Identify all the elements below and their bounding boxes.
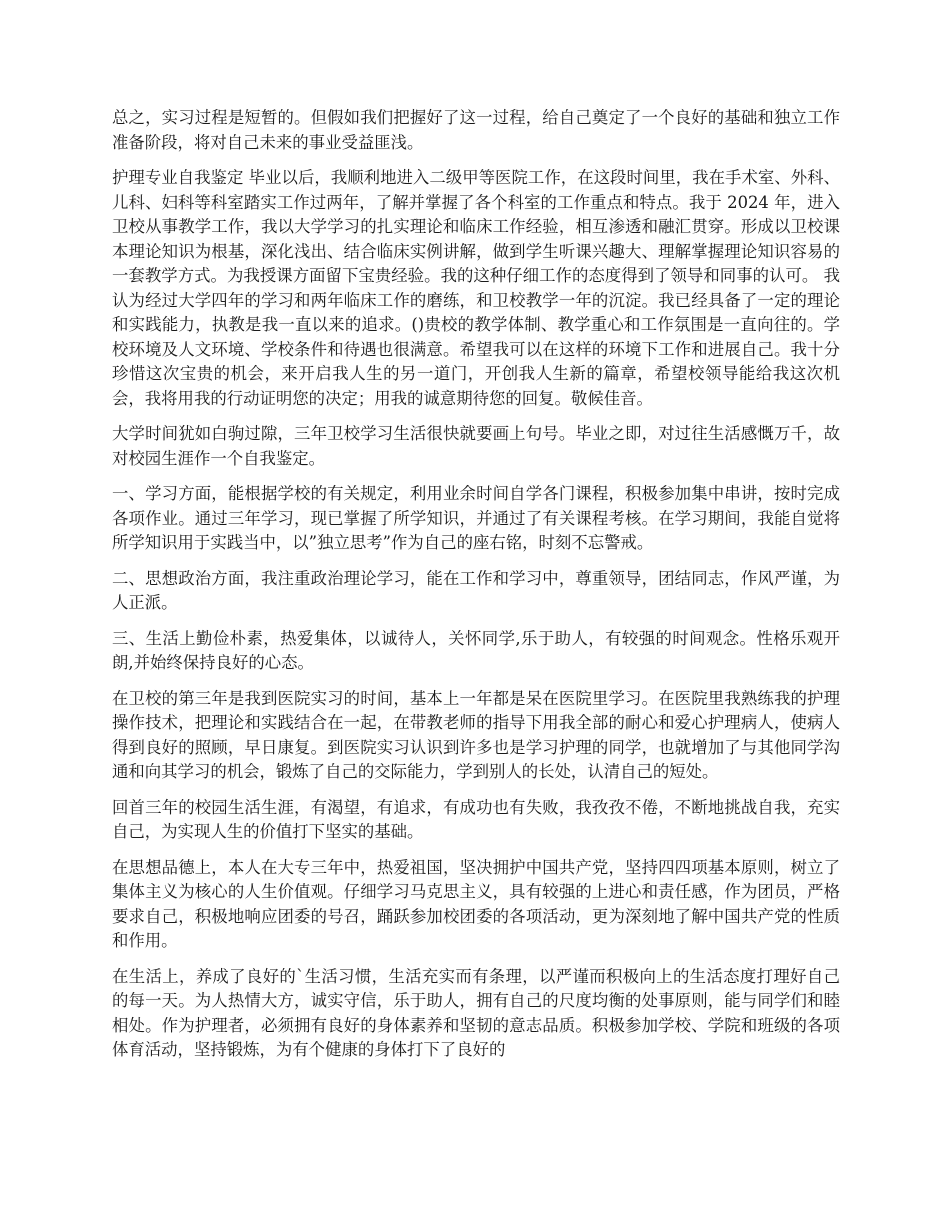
paragraph-hospital-internship: 在卫校的第三年是我到医院实习的时间，基本上一年都是呆在医院里学习。在医院里我熟练我的护理操作技术，把理论和实践结合在一起，在带教老师的指导下用我全部的耐心和爱心护理病人，使病人得到良好的照顾，早日康复。到医院实习认识到许多也是学习护理的同学，也就增加了与其他同学沟通和向其学习的机会，锻炼了自己的交际能力，学到别人的长处，认清自己的短处。: [112, 688, 840, 781]
paragraph-internship-summary: 总之，实习过程是短暂的。但假如我们把握好了这一过程，给自己奠定了一个良好的基础和独立工作准备阶段，将对自己未来的事业受益匪浅。: [112, 108, 840, 152]
paragraph-life: 三、生活上勤俭朴素，热爱集体，以诚待人，关怀同学,乐于助人，有较强的时间观念。性格乐观开朗,并始终保持良好的心态。: [112, 628, 840, 672]
paragraph-retrospect: 回首三年的校园生活生涯，有渴望，有追求，有成功也有失败，我孜孜不倦，不断地挑战自我，充实自己，为实现人生的价值打下坚实的基础。: [112, 797, 840, 841]
paragraph-study: 一、学习方面，能根据学校的有关规定，利用业余时间自学各门课程，积极参加集中串讲，按时完成各项作业。通过三年学习，现已掌握了所学知识，并通过了有关课程考核。在学习期间，我能自觉将所学知识用于实践当中，以”独立思考”作为自己的座右铭，时刻不忘警戒。: [112, 484, 840, 552]
paragraph-ideology: 在思想品德上，本人在大专三年中，热爱祖国，坚决拥护中国共产党，坚持四四项基本原则，树立了集体主义为核心的人生价值观。仔细学习马克思主义，具有较强的上进心和责任感，作为团员，严格要求自己，积极地响应团委的号召，踊跃参加校团委的各项活动，更为深刻地了解中国共产党的性质和作用。: [112, 857, 840, 950]
paragraph-politics: 二、思想政治方面，我注重政治理论学习，能在工作和学习中，尊重领导，团结同志，作风严谨，为人正派。: [112, 568, 840, 612]
paragraph-nursing-self-assessment: 护理专业自我鉴定 毕业以后，我顺利地进入二级甲等医院工作，在这段时间里，我在手术室、外科、儿科、妇科等科室踏实工作过两年，了解并掌握了各个科室的工作重点和特点。我于 2024 年，进入卫校从事教学工作，我以大学学习的扎实理论和临床工作经验，相互渗透和融汇贯穿。形成以卫校课本理论知识为根基，深化浅出、结合临床实例讲解，做到学生听课兴趣大、理解掌握理论知识容易的一套教学方式。为我授课方面留下宝贵经验。我的这种仔细工作的态度得到了领导和同事的认可。 我认为经过大学四年的学习和两年临床工作的磨练，和卫校教学一年的沉淀。我已经具备了一定的理论和实践能力，执教是我一直以来的追求。()贵校的教学体制、教学重心和工作氛围是一直向往的。学校环境及人文环境、学校条件和待遇也很满意。希望我可以在这样的环境下工作和进展自己。我十分珍惜这次宝贵的机会，来开启我人生的另一道门，开创我人生新的篇章，希望校领导能给我这次机会，我将用我的行动证明您的决定；用我的诚意期待您的回复。敬候佳音。: [112, 168, 840, 408]
document-body: [112, 106, 840, 1074]
paragraph-daily-life: 在生活上，养成了良好的`生活习惯，生活充实而有条理，以严谨而积极向上的生活态度打理好自己的每一天。为人热情大方，诚实守信，乐于助人，拥有自己的尺度均衡的处事原则，能与同学们和睦相处。作为护理者，必须拥有良好的身体素养和坚韧的意志品质。积极参加学校、学院和班级的各项体育活动，坚持锻炼，为有个健康的身体打下了良好的: [112, 966, 840, 1059]
paragraph-graduation-intro: 大学时间犹如白驹过隙，三年卫校学习生活很快就要画上句号。毕业之即，对过往生活感慨万千，故对校园生涯作一个自我鉴定。: [112, 424, 840, 468]
